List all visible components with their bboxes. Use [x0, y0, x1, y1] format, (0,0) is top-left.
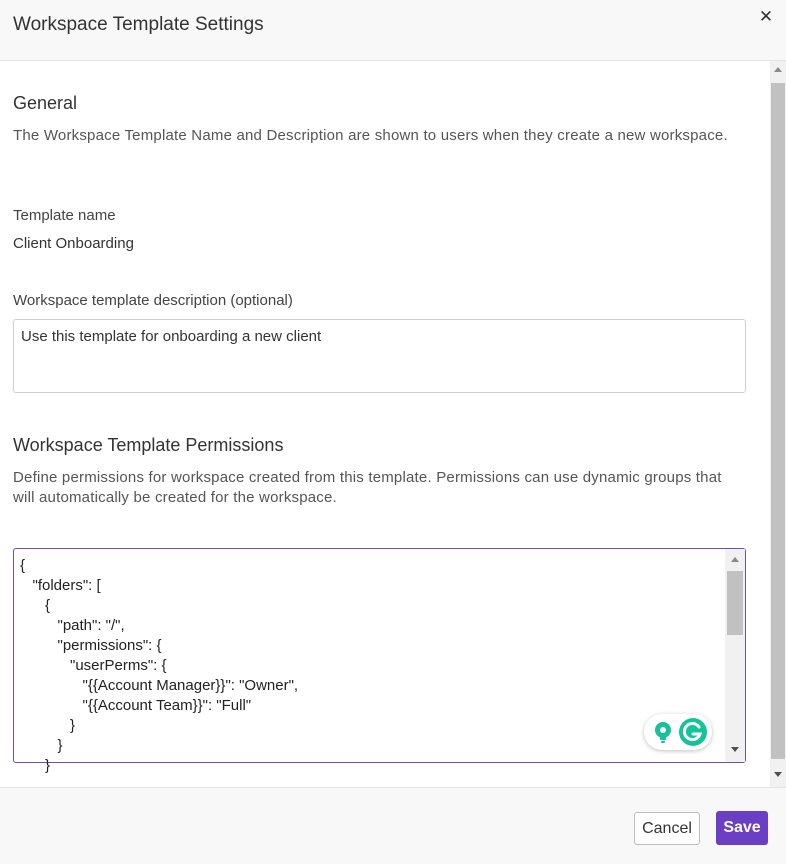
dialog-header: [0, 0, 786, 61]
dialog-scroll-thumb[interactable]: [771, 83, 785, 759]
code-line: "{{Account Team}}": "Full": [20, 697, 252, 714]
code-line: }: [20, 737, 63, 754]
permissions-description: Define permissions for workspace created from this template. Permissions can use dynamic groups that will automatically be created for the workspace.: [13, 469, 722, 506]
template-name-value: Client Onboarding: [13, 235, 134, 252]
permissions-heading: Workspace Template Permissions: [13, 435, 284, 455]
scroll-up-icon[interactable]: [731, 557, 739, 562]
code-line: "folders": [: [20, 577, 101, 594]
code-line: {: [20, 557, 26, 574]
scroll-down-icon[interactable]: [731, 747, 739, 752]
save-button[interactable]: Save: [716, 811, 768, 845]
description-label: Workspace template description (optional): [13, 292, 293, 309]
lightbulb-icon[interactable]: [651, 720, 675, 744]
code-line: "path": "/",: [20, 617, 125, 634]
dialog-body: [0, 61, 770, 787]
cancel-button[interactable]: Cancel: [634, 812, 700, 845]
dialog-scrollbar[interactable]: [770, 61, 786, 787]
dialog-title: Workspace Template Settings: [13, 14, 264, 35]
grammarly-widget[interactable]: [644, 714, 712, 750]
scroll-up-icon[interactable]: [774, 67, 782, 72]
permissions-code-editor[interactable]: [13, 548, 746, 774]
code-scrollbar[interactable]: [725, 549, 745, 762]
description-input[interactable]: Use this template for onboarding a new client: [13, 319, 746, 393]
code-lines: [20, 556, 298, 776]
general-heading: General: [13, 93, 78, 113]
close-icon[interactable]: ✕: [758, 7, 774, 26]
code-line: }: [20, 757, 51, 774]
code-line: "permissions": {: [20, 637, 162, 654]
general-description: The Workspace Template Name and Description are shown to users when they create a new workspace.: [13, 127, 728, 144]
code-line: {: [20, 597, 51, 614]
code-line: }: [20, 717, 76, 734]
grammarly-icon[interactable]: [678, 717, 708, 747]
code-line: "{{Account Manager}}": "Owner",: [20, 677, 299, 694]
template-name-label: Template name: [13, 207, 116, 224]
code-scroll-thumb[interactable]: [727, 571, 743, 635]
scroll-down-icon[interactable]: [774, 772, 782, 777]
dialog-footer: [0, 787, 786, 864]
code-line: "userPerms": {: [20, 657, 167, 674]
